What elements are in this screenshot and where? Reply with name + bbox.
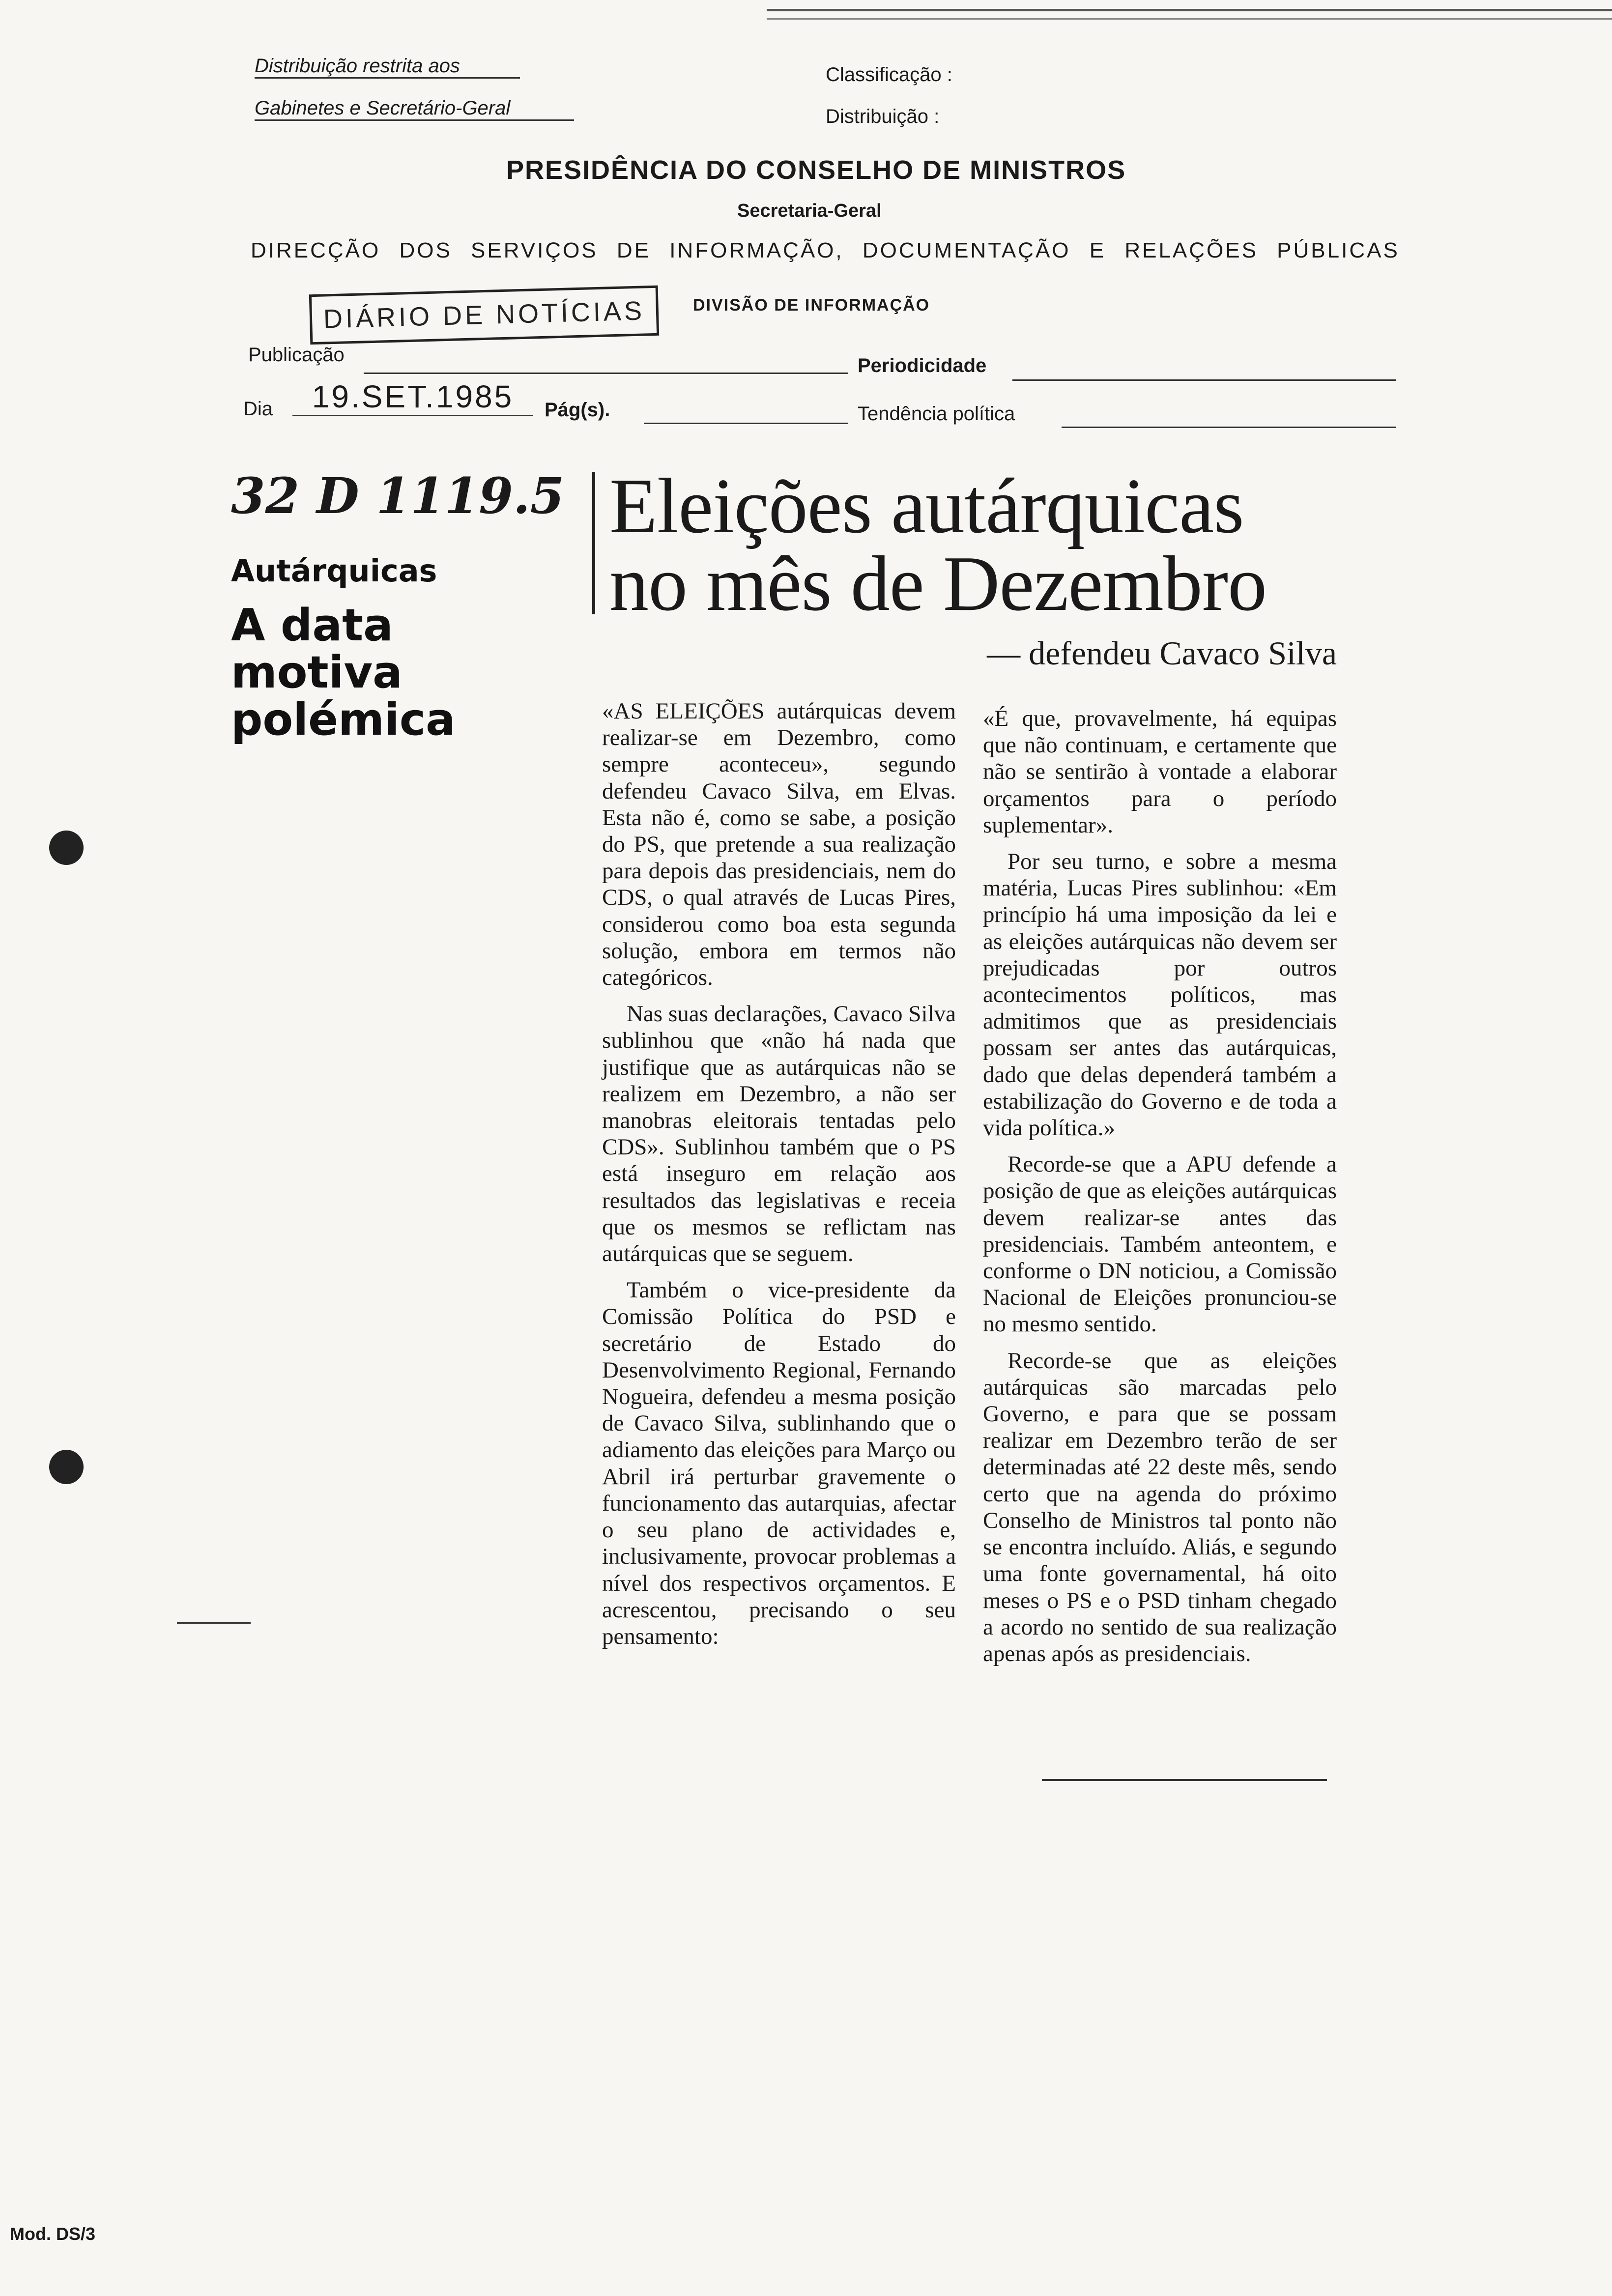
- distribution-note-line1: Distribuição restrita aos: [255, 55, 520, 79]
- stamp-text: DIÁRIO DE NOTÍCIAS: [323, 296, 645, 334]
- dia-value: 19.SET.1985: [292, 378, 533, 416]
- newspaper-stamp: [309, 286, 659, 345]
- distribution-note-line2: Gabinetes e Secretário-Geral: [255, 97, 574, 121]
- secretaria-label: Secretaria-Geral: [737, 201, 882, 221]
- direccao-label: DIRECÇÃO DOS SERVIÇOS DE INFORMAÇÃO, DOCUMENTAÇÃO E RELAÇÕES PÚBLICAS: [251, 238, 1400, 262]
- article-column-1: [602, 698, 956, 1660]
- publicacao-label: Publicação: [248, 344, 345, 366]
- headline-line1: Eleições autárquicas: [609, 462, 1244, 549]
- dia-label: Dia: [243, 398, 273, 420]
- publicacao-line: [364, 373, 848, 374]
- tendencia-label: Tendência política: [858, 403, 1015, 425]
- sidebar-kicker: Autárquicas: [231, 553, 437, 589]
- col2-paragraph: Recorde-se que a APU defende a posição de que as eleições autárquicas devem realizar-se antes das presidenciais. Também anteontem, e conforme o DN noticiou, a Comissão Nacional de Eleições pronunciou-se no mesmo sentido.: [983, 1151, 1337, 1337]
- col1-paragraph: «AS ELEIÇÕES autárquicas devem realizar-se em Dezembro, como sempre aconteceu», segundo defendeu Cavaco Silva, em Elvas. Esta não é, como se sabe, a posição do PS, que pretende a sua realização para depois das presidenciais, nem do CDS, o qual através de Lucas Pires, considerou como boa esta segunda solução, embora em termos não categóricos.: [602, 698, 956, 991]
- pags-label: Pág(s).: [545, 399, 610, 421]
- punch-hole-top: [49, 831, 84, 865]
- col2-paragraph: Recorde-se que as eleições autárquicas são marcadas pelo Governo, e para que se possam realizar em Dezembro terão de ser determinadas até 22 deste mês, sendo certo que na agenda do próximo Conselho de Ministros tal ponto não se encontra incluído. Aliás, e segundo uma fonte governamental, há oito meses o PS e o PSD tinham chegado a acordo no sentido de sua realização apenas após as presidenciais.: [983, 1348, 1337, 1666]
- col1-paragraph: Também o vice-presidente da Comissão Política do PSD e secretário de Estado do Desenvolvimento Regional, Fernando Nogueira, defendeu a mesma posição de Cavaco Silva, sublinhando que o adiamento das eleições para Março ou Abril irá perturbar gravemente o funcionamento das autarquias, afectar o seu plano de actividades e, inclusivamente, provocar problemas a nível dos respectivos orçamentos. E acrescentou, precisando o seu pensamento:: [602, 1277, 956, 1649]
- col2-paragraph: «É que, provavelmente, há equipas que não continuam, e certamente que não se sentirão à vontade a elaborar orçamentos para o período suplementar».: [983, 706, 1337, 838]
- col2-paragraph: Por seu turno, e sobre a mesma matéria, Lucas Pires sublinhou: «Em princípio há uma imposição da lei e as eleições autárquicas não devem ser prejudicadas por outros acontecimentos políticos, mas admitimos que as presidenciais possam ser antes das autárquicas, dado que delas dependerá também a estabilização do Governo e de toda a vida política.»: [983, 849, 1337, 1141]
- col1-paragraph: Nas suas declarações, Cavaco Silva sublinhou que «não há nada que justifique que as autárquicas não se realizem em Dezembro, a não ser manobras eleitorais tentadas pelo CDS». Sublinhou também que o PS está inseguro em relação aos resultados das legislativas e receia que os mesmos se reflictam nas autárquicas que se seguem.: [602, 1001, 956, 1267]
- tendencia-line: [1062, 427, 1396, 428]
- article-end-rule: [1042, 1779, 1327, 1781]
- periodicidade-label: Periodicidade: [858, 355, 987, 376]
- form-code: Mod. DS/3: [10, 2224, 96, 2244]
- sidebar-title-line2: motiva: [231, 647, 403, 698]
- margin-mark-line: [177, 1622, 251, 1624]
- top-border-line: [767, 9, 1612, 20]
- handwritten-annotation: 32 D 1119.5: [231, 467, 565, 525]
- punch-hole-bottom: [49, 1450, 84, 1484]
- sidebar-title-line3: polémica: [231, 694, 456, 746]
- headline-line2: no mês de Dezembro: [609, 540, 1267, 627]
- divisao-label: DIVISÃO DE INFORMAÇÃO: [693, 296, 930, 315]
- org-title: PRESIDÊNCIA DO CONSELHO DE MINISTROS: [506, 155, 1126, 185]
- sidebar-title-line1: A data: [231, 600, 393, 651]
- article-subhead: — defendeu Cavaco Silva: [987, 634, 1337, 672]
- article-column-2: [983, 705, 1337, 1677]
- article-headline: [609, 462, 1337, 627]
- classificacao-label: Classificação :: [826, 64, 952, 86]
- headline-rule: [592, 472, 595, 614]
- distribuicao-label: Distribuição :: [826, 106, 940, 127]
- periodicidade-line: [1012, 379, 1396, 381]
- pags-line: [644, 423, 848, 424]
